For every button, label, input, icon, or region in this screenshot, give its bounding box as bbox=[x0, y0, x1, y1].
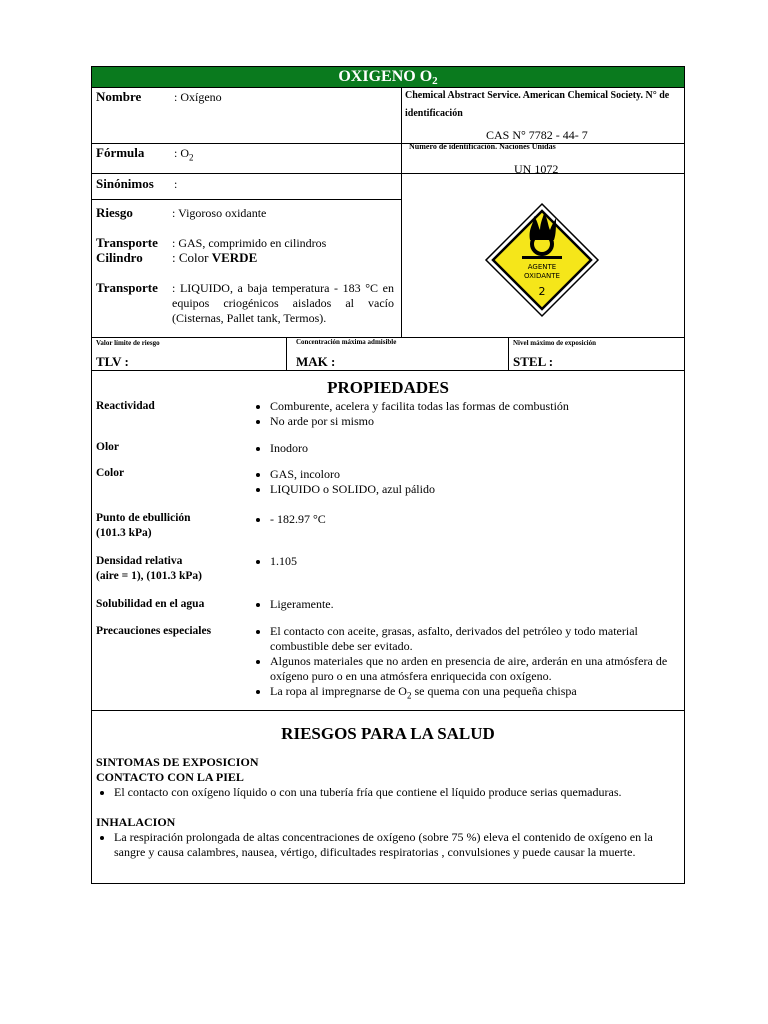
tlv-header: Valor límite de riesgo bbox=[96, 339, 160, 347]
ebullicion-list: • - 182.97 °C bbox=[252, 512, 690, 527]
riesgo-label: Riesgo bbox=[96, 205, 133, 220]
salud-title: RIESGOS PARA LA SALUD bbox=[281, 724, 495, 743]
data-sheet bbox=[91, 66, 685, 884]
transporte-value: : GAS, comprimido en cilindros bbox=[172, 236, 327, 250]
ebullicion-label: Punto de ebullición (101.3 kPa) bbox=[96, 512, 191, 539]
transporte2-label: Transporte bbox=[96, 280, 158, 295]
transporte-label: Transporte bbox=[96, 235, 158, 250]
hazard-class: 2 bbox=[538, 285, 546, 298]
precauciones-label: Precauciones especiales bbox=[96, 625, 212, 637]
stel-header: Nivel máximo de exposición bbox=[513, 339, 597, 347]
stel-label: STEL : bbox=[513, 354, 554, 369]
hazard-line1: AGENTE bbox=[527, 263, 557, 271]
cilindro-value: : Color VERDE bbox=[172, 250, 258, 265]
sintomas-heading: SINTOMAS DE EXPOSICION bbox=[96, 755, 259, 769]
un-number: UN 1072 bbox=[514, 162, 559, 176]
olor-list: • Inodoro bbox=[252, 441, 690, 456]
nombre-value: : Oxígeno bbox=[174, 90, 222, 104]
hazard-line2: OXIDANTE bbox=[524, 272, 560, 280]
divider bbox=[92, 173, 684, 174]
formula-value: : $O_2$ bbox=[174, 146, 194, 163]
piel-heading: CONTACTO CON LA PIEL bbox=[96, 770, 244, 784]
color-label: Color bbox=[96, 467, 125, 479]
divider bbox=[401, 87, 402, 338]
densidad-list: • 1.105 bbox=[252, 554, 690, 569]
sheet-title: OXIGENO $O_2$ bbox=[92, 67, 684, 88]
propiedades-title: PROPIEDADES bbox=[327, 378, 449, 397]
divider bbox=[92, 143, 684, 144]
sinonimos-value: : bbox=[174, 177, 178, 191]
mak-label: MAK : bbox=[296, 354, 336, 369]
sinonimos-label: Sinónimos bbox=[96, 176, 154, 191]
oxidizer-hazard-icon bbox=[484, 202, 600, 318]
inhalacion-list: • La respiración prolongada de altas concentraciones de oxígeno (sobre 75 %) eleva el contenido de oxígeno en la sangre y causa calambres, nausea, vértigo, dificultades respiratorias , convulsiones y puede causar la muerte. bbox=[96, 830, 680, 860]
divider bbox=[508, 337, 509, 370]
color-list: • GAS, incoloro • LIQUIDO o SOLIDO, azul pálido bbox=[252, 467, 690, 497]
salud-body bbox=[96, 755, 680, 860]
piel-list: • El contacto con oxígeno líquido o con una tubería fría que contiene el líquido produce serias quemaduras. bbox=[96, 785, 680, 800]
solubilidad-label: Solubilidad en el agua bbox=[96, 598, 205, 610]
precauciones-list: • El contacto con aceite, grasas, asfalto, derivados del petróleo y todo material combustible debe ser evitado. • Algunos materiales que no arden en presencia de aire, arderán en una atmósfera de oxígeno puro o en una atmósfera enriquecida con oxígeno. • La ropa al impregnarse de $O_2$ se quema con una pequeña chispa bbox=[252, 624, 690, 703]
un-header: Número de identificación. Naciones Unidas bbox=[409, 142, 556, 151]
cas-number: CAS N° 7782 - 44- 7 bbox=[486, 128, 588, 142]
solubilidad-list: • Ligeramente. bbox=[252, 597, 690, 612]
transporte2-value: : LIQUIDO, a baja temperatura - 183 °C en equipos criogénicos aislados al vacío (Cisternas, Pallet tank, Termos). bbox=[172, 281, 394, 325]
olor-label: Olor bbox=[96, 441, 119, 453]
cilindro-label: Cilindro bbox=[96, 250, 143, 265]
reactividad-label: Reactividad bbox=[96, 400, 155, 412]
tlv-label: TLV : bbox=[96, 354, 129, 369]
densidad-label: Densidad relativa (aire = 1), (101.3 kPa) bbox=[96, 555, 202, 582]
divider bbox=[92, 370, 684, 371]
nombre-label: Nombre bbox=[96, 89, 142, 104]
divider bbox=[286, 337, 287, 370]
mak-header: Concentración máxima admisible bbox=[296, 338, 397, 346]
inhalacion-heading: INHALACION bbox=[96, 815, 176, 829]
cas-header: Chemical Abstract Service. American Chemical Society. N° de identificación bbox=[405, 90, 670, 119]
divider bbox=[92, 199, 402, 200]
reactividad-list: • Comburente, acelera y facilita todas las formas de combustión • No arde por si mismo bbox=[252, 399, 690, 429]
riesgo-value: : Vigoroso oxidante bbox=[172, 206, 267, 220]
divider bbox=[92, 710, 684, 711]
formula-label: Fórmula bbox=[96, 145, 145, 160]
